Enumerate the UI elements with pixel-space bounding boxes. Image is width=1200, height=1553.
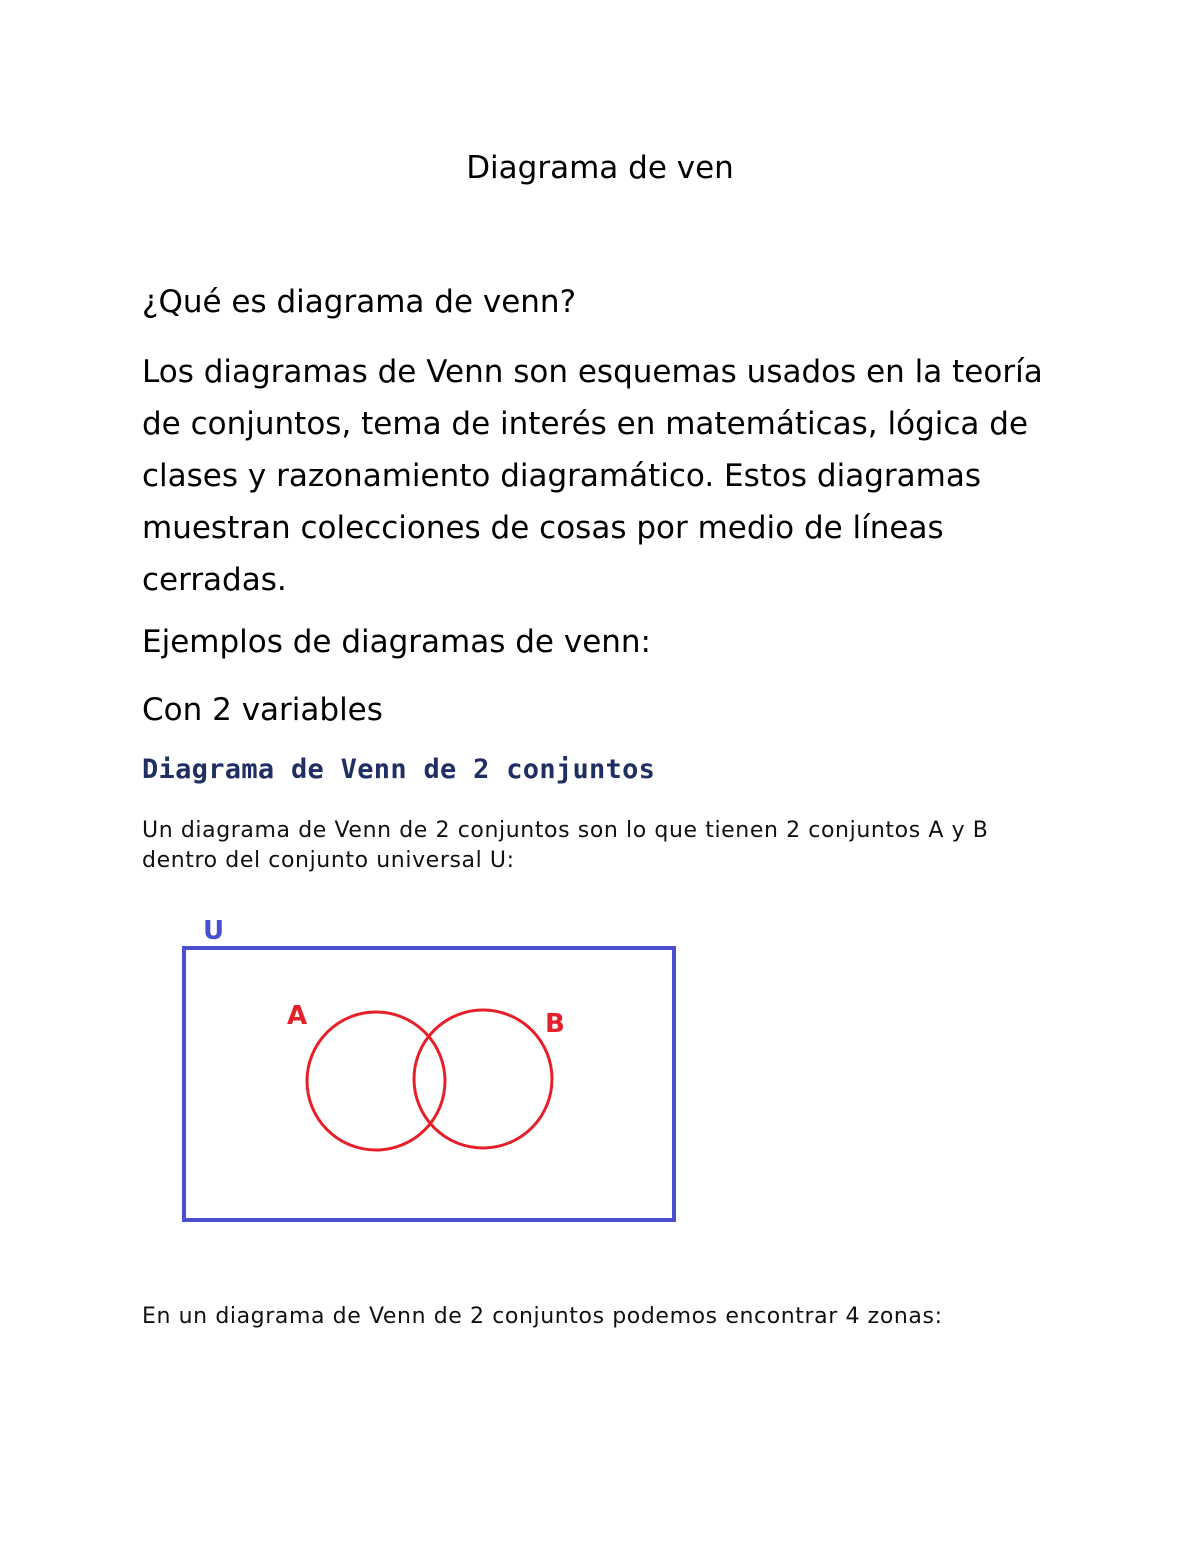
zones-paragraph: En un diagrama de Venn de 2 conjuntos podemos encontrar 4 zonas: <box>142 1304 943 1329</box>
variables-heading: Con 2 variables <box>142 692 383 728</box>
universe-label: U <box>203 916 225 946</box>
set-b-label: B <box>545 1009 565 1039</box>
question-heading: ¿Qué es diagrama de venn? <box>142 284 577 320</box>
universe-rect <box>184 948 674 1220</box>
set-a-label: A <box>287 1001 308 1031</box>
section-heading: Diagrama de Venn de 2 conjuntos <box>142 754 656 785</box>
document-title: Diagrama de ven <box>466 150 734 186</box>
description-paragraph: Un diagrama de Venn de 2 conjuntos son lo que tienen 2 conjuntos A y B dentro del conjunto universal U: <box>142 818 989 873</box>
venn-diagram <box>170 910 690 1240</box>
definition-paragraph: Los diagramas de Venn son esquemas usados en la teoría de conjuntos, tema de interés en matemáticas, lógica de clases y razonamiento diagramático. Estos diagramas muestran colecciones de cosas por medio de líneas cerradas. <box>142 354 1043 598</box>
set-a-circle <box>307 1012 445 1150</box>
examples-heading: Ejemplos de diagramas de venn: <box>142 624 652 660</box>
set-b-circle <box>414 1010 552 1148</box>
